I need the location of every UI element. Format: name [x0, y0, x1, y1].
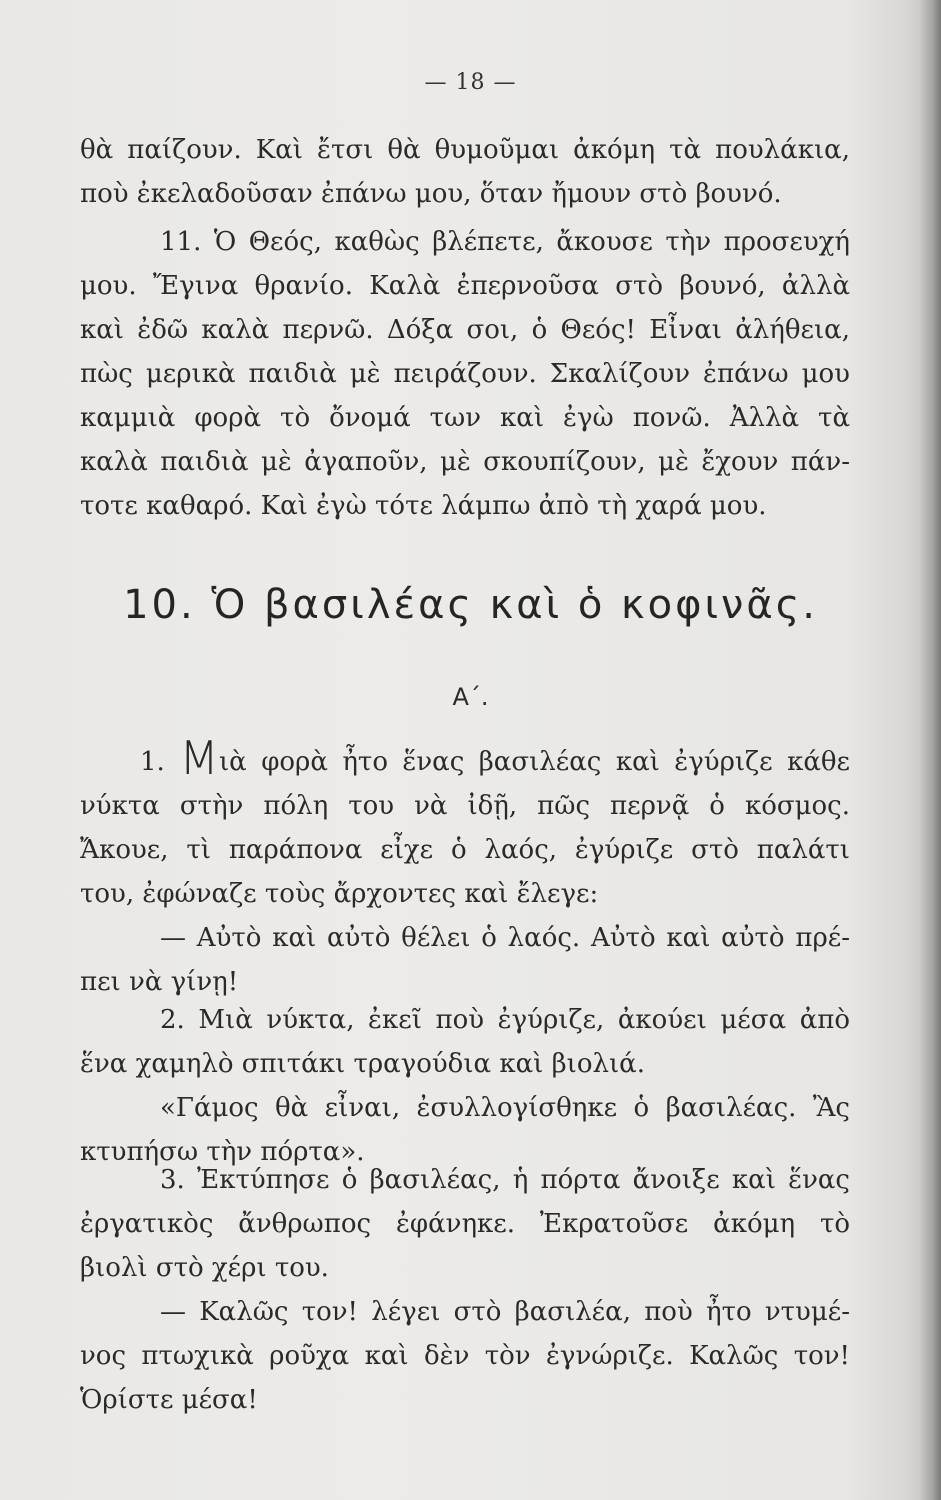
section-mark: Α΄. [452, 683, 489, 711]
paragraph-11 [80, 220, 850, 528]
text-line: βιολὶ στὸ χέρι του. [80, 1253, 329, 1283]
chapter-title: 10. Ὁ βασιλέας καὶ ὁ κοφινᾶς. [123, 582, 818, 628]
text-line: καμμιὰ φορὰ τὸ ὄνομά των καὶ ἐγὼ πονῶ. Ἀλλὰ τὰ [80, 403, 850, 433]
text-line: νος πτωχικὰ ροῦχα καὶ δὲν τὸν ἐγνώριζε. Καλῶς τον! [80, 1341, 850, 1371]
text-line: του, ἐφώναζε τοὺς ἄρχοντες καὶ ἔλεγε: [80, 879, 599, 909]
page-number: — 18 — [424, 70, 517, 95]
page-edge-shadow [919, 0, 941, 1500]
text-line: — Αὐτὸ καὶ αὐτὸ θέλει ὁ λαός. Αὐτὸ καὶ αὐτὸ πρέ- [160, 923, 850, 953]
text-line: ἕνα χαμηλὸ σπιτάκι τραγούδια καὶ βιολιά. [80, 1049, 645, 1079]
text-line: θὰ παίζουν. Καὶ ἔτσι θὰ θυμοῦμαι ἀκόμη τὰ πουλάκια, [80, 135, 850, 165]
text-line: 2. Μιὰ νύκτα, ἐκεῖ ποὺ ἐγύριζε, ἀκούει μέσα ἀπὸ [160, 1005, 850, 1035]
text-line: καὶ ἐδῶ καλὰ περνῶ. Δόξα σοι, ὁ Θεός! Εἶναι ἀλήθεια, [80, 315, 850, 345]
text-line: ἐργατικὸς ἄνθρωπος ἐφάνηκε. Ἐκρατοῦσε ἀκόμη τὸ [80, 1209, 850, 1239]
text-line: πὼς μερικὰ παιδιὰ μὲ πειράζουν. Σκαλίζουν ἐπάνω μου [80, 359, 850, 389]
text-line: κτυπήσω τὴν πόρτα». [80, 1137, 365, 1167]
text-line: πει νὰ γίνῃ! [80, 967, 239, 997]
text-line: 11. Ὁ Θεός, καθὼς βλέπετε, ἄκουσε τὴν προσευχή [160, 227, 850, 257]
text-line: νύκτα στὴν πόλη του νὰ ἰδῇ, πῶς περνᾷ ὁ κόσμος. [80, 791, 850, 821]
text-line: — Καλῶς τον! λέγει στὸ βασιλέα, ποὺ ἦτο ντυμέ- [160, 1297, 850, 1327]
text-line: μου. Ἔγινα θρανίο. Καλὰ ἐπερνοῦσα στὸ βουνό, ἀλλὰ [80, 271, 850, 301]
text-line: τοτε καθαρό. Καὶ ἐγὼ τότε λάμπω ἀπὸ τὴ χαρά μου. [80, 491, 767, 521]
first-line-text: ιὰ φορὰ ἦτο ἕνας βασιλέας καὶ ἐγύριζε κάθε [218, 747, 850, 777]
text-line: «Γάμος θὰ εἶναι, ἐσυλλογίσθηκε ὁ βασιλέας. Ἂς [160, 1093, 850, 1123]
text-line: καλὰ παιδιὰ μὲ ἀγαποῦν, μὲ σκουπίζουν, μὲ ἔχουν πάν- [80, 447, 850, 477]
text-line-first [80, 740, 850, 784]
text-line: Ἄκουε, τὶ παράπονα εἶχε ὁ λαός, ἐγύριζε στὸ παλάτι [80, 835, 850, 865]
text-line: Ὁρίστε μέσα! [80, 1385, 258, 1415]
paragraph-1 [80, 740, 850, 1004]
paragraph-2 [80, 998, 850, 1174]
top-paragraph [80, 128, 850, 216]
drop-cap: Μ [179, 740, 219, 784]
paragraph-3 [80, 1158, 850, 1422]
text-line: 3. Ἐκτύπησε ὁ βασιλέας, ἡ πόρτα ἄνοιξε καὶ ἕνας [160, 1165, 850, 1195]
paragraph-number: 1. [140, 747, 165, 777]
text-line: ποὺ ἐκελαδοῦσαν ἐπάνω μου, ὅταν ἤμουν στὸ βουνό. [80, 179, 782, 209]
